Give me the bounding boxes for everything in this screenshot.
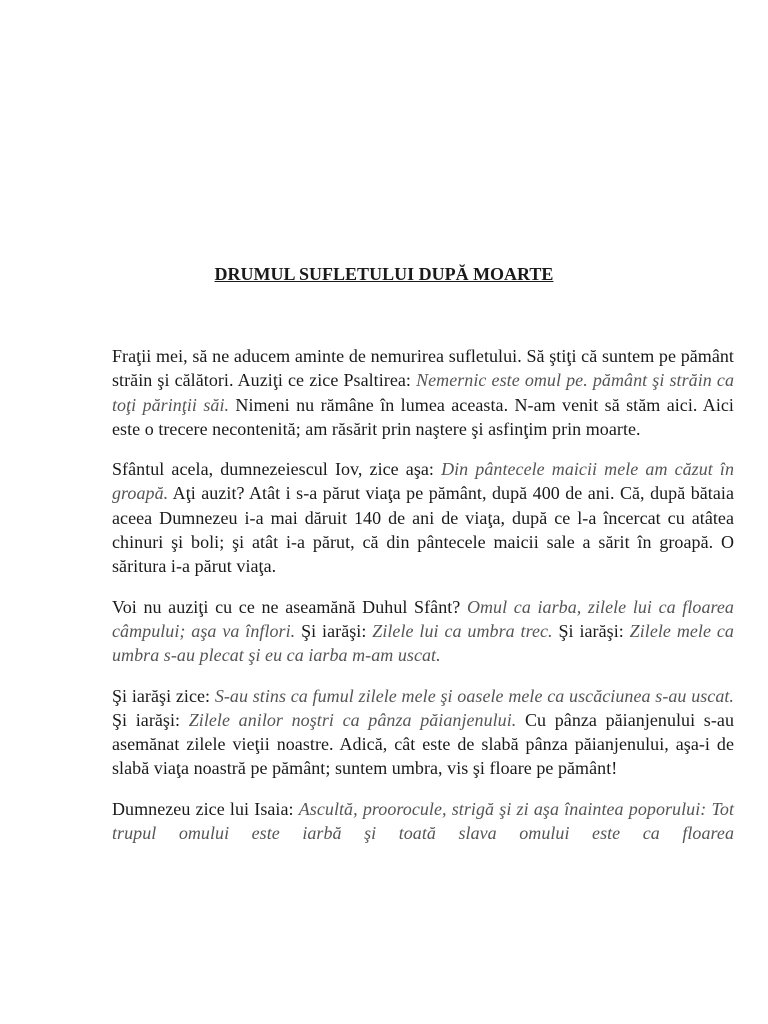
paragraph-text: Sfântul acela, dumnezeiescul Iov, zice aşa: <box>112 459 442 480</box>
quotation-text: Nemernic este omul pe. pământ şi străin ca toţi părinţii săi. <box>112 370 734 415</box>
quotation-text: Din pântecele maicii mele am căzut în groapă. <box>112 459 734 504</box>
paragraph <box>112 457 734 578</box>
paragraph <box>112 684 734 781</box>
quotation-text: Zilele lui ca umbra trec. <box>372 620 553 641</box>
paragraph-text: Şi iarăşi: <box>295 620 373 641</box>
document-body <box>112 344 734 861</box>
paragraph-text: Aţi auzit? Atât i s-a părut viaţa pe pământ, după 400 de ani. Că, după bătaia aceea Dumnezeu i-a mai dăruit 140 de ani de viaţa, după ce l-a încercat cu atâtea chinuri şi boli; şi atât i-a părut, că din pântecele maicii sale a sărit în groapă. O săritura i-a părut viaţa. <box>112 483 734 577</box>
paragraph-text: Voi nu auziţi cu ce ne aseamănă Duhul Sfânt? <box>112 596 467 617</box>
document-title: DRUMUL SUFLETULUI DUPĂ MOARTE <box>214 264 554 284</box>
paragraph-text: Şi iarăşi zice: <box>112 685 215 706</box>
quotation-text: Ascultă, proorocule, strigă şi zi aşa înaintea poporului: Tot trupul omului este iarbă şi toată slava omului este ca floarea <box>112 798 735 844</box>
paragraph-text: Şi iarăşi: <box>552 620 630 641</box>
quotation-text: Zilele mele ca umbra s-au plecat şi eu ca iarba m-am uscat. <box>112 620 734 666</box>
paragraph-text: Cu pânza păianjenului s-au asemănat zilele vieţii noastre. Adică, cât este de slabă pânza păianjenului, aşa-i de slabă viaţa noastră pe pământ; suntem umbra, vis şi floare pe pământ! <box>112 709 734 779</box>
quotation-text: Zilele anilor noştri ca pânza păianjenului. <box>188 709 517 730</box>
quotation-text: Omul ca iarba, zilele lui ca floarea câmpului; aşa va înflori. <box>112 596 734 641</box>
paragraph <box>112 595 734 668</box>
paragraph <box>112 344 734 441</box>
paragraph-text: Nimeni nu rămâne în lumea aceasta. N-am venit să stăm aici. Aici este o trecere necontenită; am răsărit prin naştere şi asfinţim prin moarte. <box>112 394 734 439</box>
quotation-text: S-au stins ca fumul zilele mele şi oasele mele ca uscăciunea s-au uscat. <box>214 685 734 706</box>
paragraph-text: Fraţii mei, să ne aducem aminte de nemurirea sufletului. Să ştiţi că suntem pe pământ străin şi călători. Auziţi ce zice Psaltirea: <box>112 346 734 391</box>
paragraph <box>112 797 734 846</box>
paragraph-text: Şi iarăşi: <box>112 709 189 730</box>
paragraph-text: Dumnezeu zice lui Isaia: <box>112 798 299 819</box>
